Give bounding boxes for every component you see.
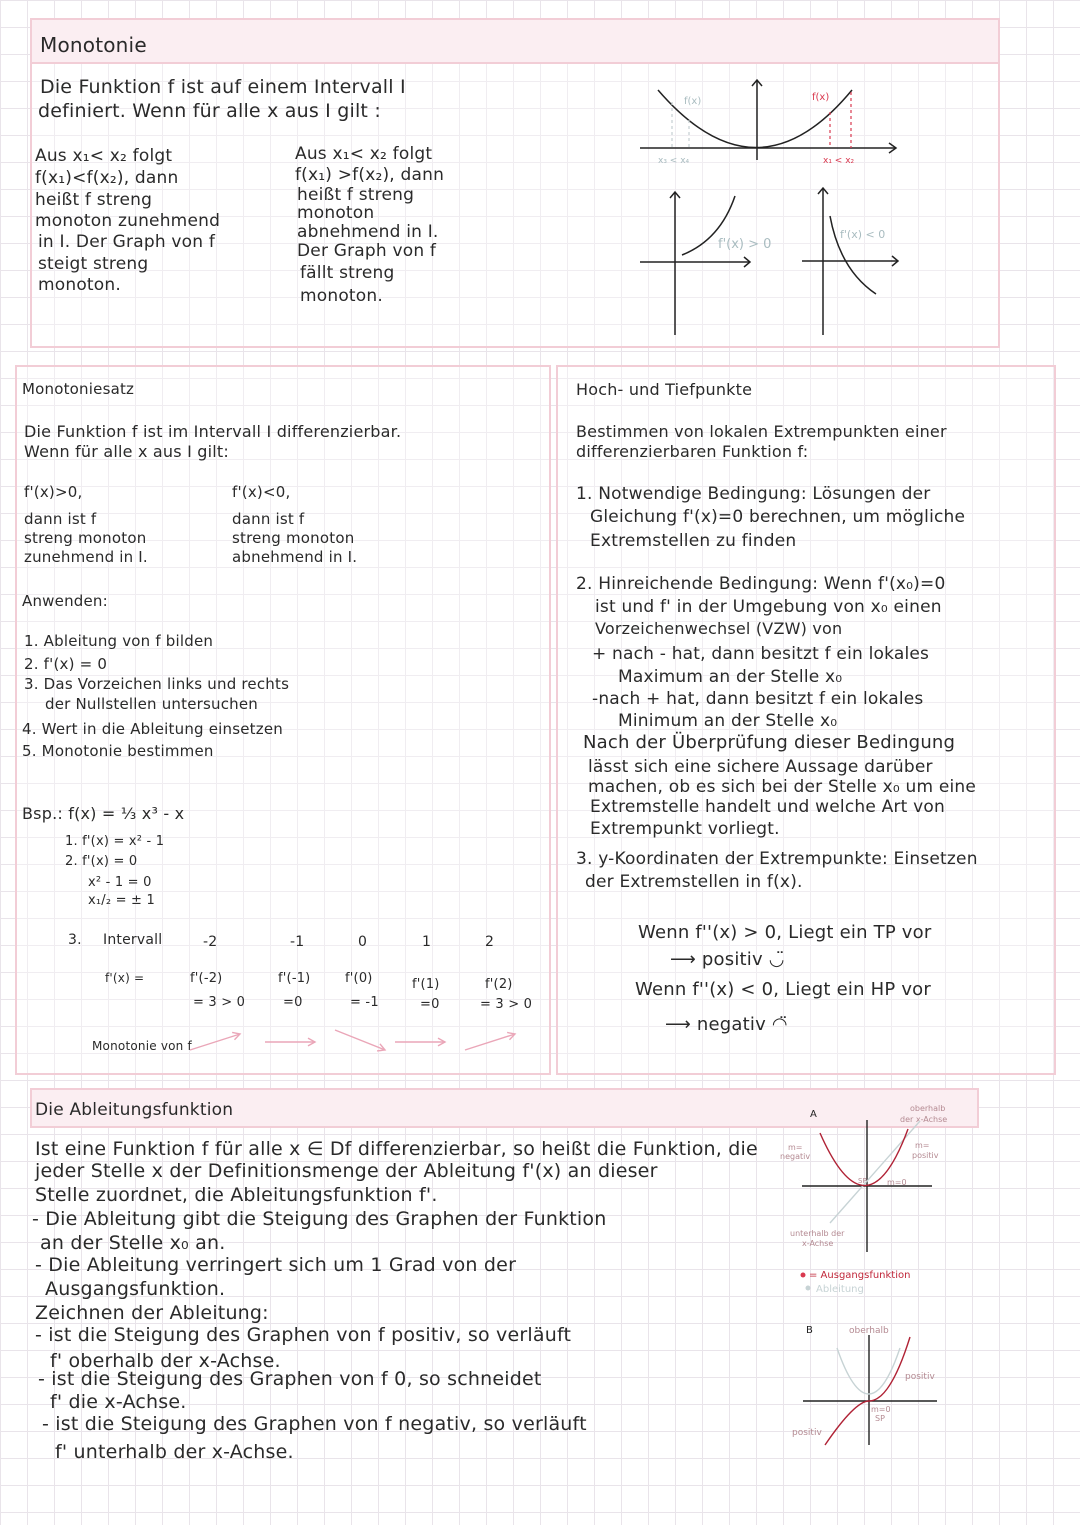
below-1: unterhalb der	[790, 1229, 845, 1238]
intro-line: definiert. Wenn für alle x aus I gilt :	[38, 100, 381, 122]
table-call: f'(-2)	[190, 971, 223, 986]
definition-line: f(x₁)<f(x₂), dann	[35, 168, 179, 188]
table-point: 2	[485, 934, 495, 950]
step-line: 1. Ableitung von f bilden	[24, 632, 214, 650]
m-neg-1: m=	[788, 1143, 803, 1152]
below-2: x-Achse	[802, 1239, 834, 1248]
definition-line: Aus x₁< x₂ folgt	[35, 146, 173, 166]
explanation-line: 3. y-Koordinaten der Extrempunkte: Einsetzen	[576, 849, 978, 869]
fx-grey-label: f(x)	[684, 96, 702, 107]
section-title: Monotonie	[40, 33, 147, 57]
definition-line: abnehmend in I.	[297, 222, 439, 242]
table-monotonie-label: Monotonie von f	[92, 1039, 192, 1053]
graph-b-label: B	[806, 1325, 813, 1336]
explanation-line: an der Stelle x₀ an.	[40, 1232, 226, 1254]
intro-line: Wenn für alle x aus I gilt:	[24, 442, 229, 461]
explanation-line: jeder Stelle x der Definitionsmenge der Ableitung f'(x) an dieser	[35, 1160, 658, 1182]
legend-ausgangsfunktion: = Ausgangsfunktion	[809, 1270, 911, 1281]
apply-title: Anwenden:	[22, 592, 108, 610]
explanation-line: + nach - hat, dann besitzt f ein lokales	[592, 644, 930, 664]
definition-line: fällt streng	[300, 263, 395, 283]
intro-line: Die Funktion f ist im Intervall I differenzierbar.	[24, 422, 402, 441]
explanation-line: f' die x-Achse.	[50, 1391, 187, 1413]
table-result: = -1	[350, 995, 379, 1010]
table-point: -2	[203, 934, 218, 950]
step-line: der Nullstellen untersuchen	[45, 695, 259, 713]
x1-x2-label: x₁ < x₂	[823, 156, 855, 166]
table-result: = 3 > 0	[193, 995, 246, 1010]
section-title: Die Ableitungsfunktion	[35, 1100, 234, 1120]
table-result: =0	[283, 995, 303, 1010]
table-result: = 3 > 0	[480, 997, 533, 1012]
step-line: 2. f'(x) = 0	[24, 655, 108, 673]
explanation-line: machen, ob es sich bei der Stelle x₀ um eine	[588, 777, 977, 797]
b-pos-right: positiv	[905, 1372, 935, 1382]
example-line: x₁/₂ = ± 1	[88, 893, 155, 908]
rule-line: dann ist f	[232, 510, 305, 528]
rule-line: zunehmend in I.	[24, 548, 148, 566]
explanation-line: Extremstelle handelt und welche Art von	[590, 797, 945, 817]
explanation-line: 2. Hinreichende Bedingung: Wenn f'(x₀)=0	[576, 574, 946, 594]
trend-arrow-up	[190, 1034, 240, 1050]
rule-line: f'(x)<0,	[232, 483, 291, 501]
explanation-line: lässt sich eine sichere Aussage darüber	[588, 757, 933, 777]
intro-line: Die Funktion f ist auf einem Intervall I	[40, 76, 406, 98]
example-line: x² - 1 = 0	[88, 875, 152, 890]
definition-line: Der Graph von f	[297, 241, 437, 261]
rule-line: f'(x)>0,	[24, 483, 83, 501]
explanation-line: Zeichnen der Ableitung:	[35, 1302, 269, 1324]
explanation-line: Maximum an der Stelle x₀	[618, 667, 843, 687]
explanation-line: Extremstellen zu finden	[590, 531, 797, 551]
table-point: 1	[422, 934, 432, 950]
explanation-line: Extrempunkt vorliegt.	[590, 819, 780, 839]
above-2: der x-Achse	[900, 1115, 948, 1124]
definition-line: monoton.	[300, 286, 383, 306]
definition-line: monoton zunehmend	[35, 211, 221, 231]
definition-line: heißt f streng	[35, 190, 153, 210]
rule-line: abnehmend in I.	[232, 548, 358, 566]
decreasing-label: f'(x) < 0	[840, 228, 886, 241]
m-pos-1: m=	[915, 1141, 930, 1150]
table-point: -1	[290, 934, 305, 950]
b-sp: SP	[875, 1414, 885, 1423]
ableitung-graphs	[780, 1095, 980, 1445]
explanation-line: Vorzeichenwechsel (VZW) von	[595, 619, 843, 638]
legend-grey-dot	[806, 1286, 811, 1291]
b-above: oberhalb	[849, 1326, 889, 1336]
example-line: 2. f'(x) = 0	[65, 854, 138, 869]
m-neg-2: negativ	[780, 1152, 811, 1161]
m-pos-2: positiv	[912, 1151, 939, 1160]
explanation-line: Stelle zuordnet, die Ableitungsfunktion f'.	[35, 1184, 438, 1206]
explanation-line: Minimum an der Stelle x₀	[618, 711, 838, 731]
trend-arrow-up	[465, 1034, 515, 1050]
b-pos-left: positiv	[792, 1428, 822, 1438]
explanation-line: - Die Ableitung verringert sich um 1 Grad von der	[35, 1254, 517, 1276]
rule-line: streng monoton	[232, 529, 355, 547]
x3-x4-label: x₃ < x₄	[658, 156, 690, 166]
definition-line: heißt f streng	[297, 185, 415, 205]
definition-line: in I. Der Graph von f	[38, 232, 216, 252]
definition-line: f(x₁) >f(x₂), dann	[295, 165, 445, 185]
legend-red-dot	[801, 1273, 806, 1278]
explanation-line: f' oberhalb der x-Achse.	[50, 1350, 281, 1372]
m0-a: m=0	[887, 1178, 907, 1187]
explanation-line: differenzierbaren Funktion f:	[576, 442, 809, 461]
table-call: f'(2)	[485, 977, 513, 992]
definition-line: monoton.	[38, 275, 121, 295]
explanation-line: ist und f' in der Umgebung von x₀ einen	[595, 597, 942, 617]
section-title: Hoch- und Tiefpunkte	[576, 380, 753, 399]
definition-line: monoton	[297, 203, 375, 223]
table-step: 3.	[68, 932, 82, 948]
explanation-line: Wenn f''(x) > 0, Liegt ein TP vor	[638, 922, 932, 943]
explanation-line: Wenn f''(x) < 0, Liegt ein HP vor	[635, 979, 931, 1000]
sp-a: SP	[858, 1177, 867, 1185]
table-call: f'(0)	[345, 971, 373, 986]
explanation-line: Nach der Überprüfung dieser Bedingung	[583, 732, 956, 753]
explanation-line: Bestimmen von lokalen Extrempunkten einer	[576, 422, 947, 441]
explanation-line: der Extremstellen in f(x).	[585, 872, 803, 892]
legend-ableitung: Ableitung	[816, 1284, 864, 1295]
step-line: 3. Das Vorzeichen links und rechts	[24, 675, 290, 693]
explanation-line: -nach + hat, dann besitzt f ein lokales	[592, 689, 924, 709]
table-point: 0	[358, 934, 368, 950]
explanation-line: - ist die Steigung des Graphen von f 0, so schneidet	[38, 1368, 542, 1390]
explanation-line: Gleichung f'(x)=0 berechnen, um mögliche	[590, 507, 966, 527]
section-title: Monotoniesatz	[22, 380, 135, 398]
increasing-label: f'(x) > 0	[718, 237, 772, 252]
step-line: 5. Monotonie bestimmen	[22, 742, 214, 760]
explanation-line: f' unterhalb der x-Achse.	[55, 1441, 294, 1463]
step-line: 4. Wert in die Ableitung einsetzen	[22, 720, 283, 738]
explanation-line: ⟶ positiv ◡̈	[670, 949, 785, 970]
explanation-line: Ist eine Funktion f für alle x ∈ Df differenzierbar, so heißt die Funktion, die	[35, 1138, 758, 1160]
example-line: Bsp.: f(x) = ⅓ x³ - x	[22, 804, 185, 823]
fx-red-label: f(x)	[812, 92, 830, 103]
explanation-line: Ausgangsfunktion.	[45, 1278, 226, 1300]
table-header: Intervall	[103, 932, 163, 948]
table-row-label: f'(x) =	[105, 971, 145, 985]
explanation-line: - ist die Steigung des Graphen von f positiv, so verläuft	[35, 1324, 572, 1346]
table-call: f'(1)	[412, 977, 440, 992]
explanation-line: 1. Notwendige Bedingung: Lösungen der	[576, 484, 931, 504]
rule-line: streng monoton	[24, 529, 147, 547]
explanation-line: ⟶ negativ ◠̈	[665, 1014, 788, 1035]
explanation-line: - Die Ableitung gibt die Steigung des Graphen der Funktion	[32, 1208, 607, 1230]
graph-a-label: A	[810, 1109, 817, 1120]
explanation-line: - ist die Steigung des Graphen von f negativ, so verläuft	[42, 1413, 587, 1435]
definition-line: steigt streng	[38, 254, 149, 274]
rule-line: dann ist f	[24, 510, 97, 528]
above-1: oberhalb	[910, 1104, 946, 1113]
definition-line: Aus x₁< x₂ folgt	[295, 144, 433, 164]
table-call: f'(-1)	[278, 971, 311, 986]
example-line: 1. f'(x) = x² - 1	[65, 834, 165, 849]
b-m0: m=0	[871, 1405, 891, 1414]
table-result: =0	[420, 997, 440, 1012]
trend-arrow-down	[335, 1030, 385, 1050]
